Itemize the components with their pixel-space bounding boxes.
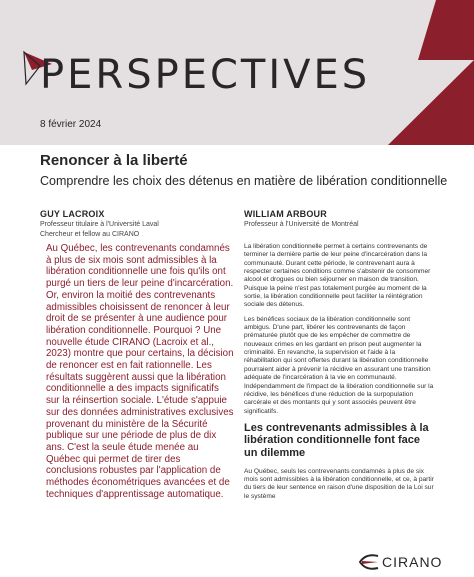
author-affiliation: Chercheur et fellow au CIRANO bbox=[40, 231, 140, 239]
author-affiliation: Professeur titulaire à l'Université Laval bbox=[40, 221, 159, 228]
body-paragraph: Au Québec, seuls les contrevenants condamnés à plus de six mois sont admissibles à la libération conditionnelle, et ce, à partir du tiers de leur sentence en raison d'une disposition de la Loi sur le système bbox=[244, 467, 434, 500]
author-name: WILLIAM ARBOUR bbox=[244, 209, 327, 219]
author-block-1 bbox=[40, 209, 159, 240]
author-affiliation: Professeur à l'Université de Montréal bbox=[244, 221, 359, 228]
footer-brand: CIRANO bbox=[382, 554, 443, 570]
article-title: Renoncer à la liberté bbox=[40, 152, 188, 169]
cirano-mark-icon bbox=[356, 553, 380, 571]
publication-date: 8 février 2024 bbox=[40, 119, 102, 130]
publication-logo: PERSPECTIVES bbox=[40, 52, 371, 98]
body-column bbox=[244, 243, 434, 507]
author-name: GUY LACROIX bbox=[40, 209, 105, 219]
article-subtitle: Comprendre les choix des détenus en matière de libération conditionnelle bbox=[40, 174, 448, 188]
body-paragraph: Les bénéfices sociaux de la libération conditionnelle sont ambigus. D'une part, libérer les contrevenants de façon prématurée plutôt que de les empêcher de commettre de nouveaux crimes en les gardant en prison peut augmenter la criminalité. En revanche, la supervision et l'aide à la réhabilitation qui sont offertes durant la libération conditionnelle pourraient aider à prévenir la récidive en assurant une transition adéquate de l'incarcération à la vie en communauté. Indépendamment de l'impact de la libération conditionnelle sur la récidive, les bénéfices d'une réduction de la surpopulation carcérale et des montants qui y sont associés peuvent être significatifs. bbox=[244, 315, 434, 415]
pull-quote: Au Québec, les contrevenants condamnés à plus de six mois sont admissibles à la libération conditionnelle une fois qu'ils ont purgé un tiers de leur peine d'incarcération. Or, environ la moitié des contrevenants admissibles choisissent de renoncer à leur droit de se présenter à une audience pour libération conditionnelle. Pourquoi ? Une nouvelle étude CIRANO (Lacroix et al., 2023) montre que pour certains, la décision de renoncer est en fait rationnelle. Les résultats suggèrent aussi que la libération conditionnelle a des impacts significatifs sur la réinsertion sociale. L'étude s'appuie sur des données administratives exclusives provenant du ministère de la Sécurité publique sur une période de plus de dix ans. C'est la seule étude menée au Québec qui permet de tirer des conclusions robustes par l'application de méthodes économétriques avancées et de techniques d'apprentissage automatique. bbox=[46, 243, 234, 500]
body-paragraph: La libération conditionnelle permet à certains contrevenants de terminer la dernière partie de leur peine d'incarcération dans la communauté. Durant cette période, le contrevenant aura à respecter certaines conditions comme s'abstenir de consommer alcool et drogues ou bien séjourner en maison de transition. Puisque la peine n'est pas totalement purgée au moment de la sortie, la libération conditionnelle peut faciliter la réintégration sociale des détenus. bbox=[244, 243, 431, 309]
footer-logo bbox=[356, 552, 468, 572]
section-heading: Les contrevenants admissibles à la libération conditionnelle font face un dilemme bbox=[244, 421, 429, 460]
author-block-2 bbox=[244, 209, 359, 229]
